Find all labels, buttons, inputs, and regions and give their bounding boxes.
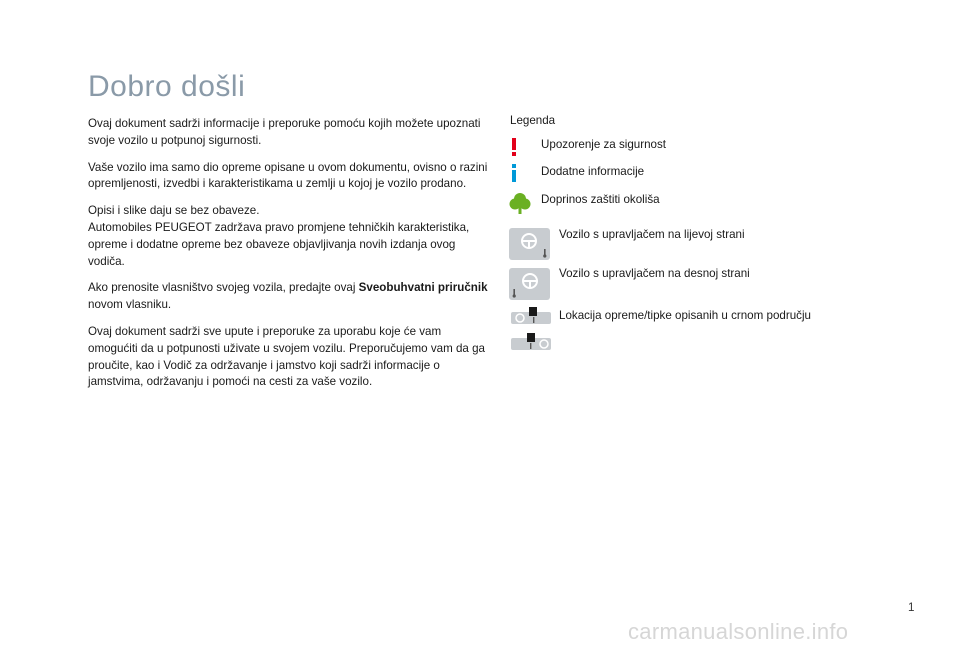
intro-paragraph-3: [88, 203, 488, 270]
legend-item-info: Dodatne informacije: [541, 165, 645, 178]
left-hand-drive-icon: [509, 228, 550, 260]
equipment-location-icon: [511, 307, 555, 355]
ownership-text-prefix: Ako prenosite vlasništvo svojeg vozila, predajte ovaj: [88, 281, 359, 295]
intro-paragraph-1: Ovaj dokument sadrži informacije i preporuke pomoću kojih možete upoznati svoje vozilo u potpunoj sigurnosti.: [88, 117, 481, 147]
environment-leaf-icon: [509, 192, 531, 214]
warning-exclamation-icon: [510, 138, 518, 156]
handbook-name: Sveobuhvatni priručnik: [358, 281, 488, 295]
disclaimer-line: Opisi i slike daju se bez obaveze.: [88, 204, 260, 218]
legend-item-rhd: Vozilo s upravljačem na desnoj strani: [559, 267, 750, 280]
page-number: 1: [908, 601, 915, 614]
legend-item-environment: Doprinos zaštiti okoliša: [541, 193, 660, 206]
right-hand-drive-icon: [509, 268, 550, 300]
legend-item-location: Lokacija opreme/tipke opisanih u crnom području: [559, 309, 811, 322]
intro-paragraph-4: [88, 280, 488, 314]
intro-paragraph-5: Ovaj dokument sadrži sve upute i preporuke za uporabu koje će vam omogućiti da u potpunosti uživate u svojem vozilu. Preporučujemo vam da ga proučite, kao i Vodič za održavanje i jamstvo koji sadrži informacije o jamstvima, održavanju i pomoći na cesti za vaše vozilo.: [88, 324, 485, 389]
legend-title: Legenda: [510, 114, 556, 127]
page-title: Dobro došli: [88, 70, 246, 103]
watermark-text: carmanualsonline.info: [628, 619, 849, 644]
intro-text: [88, 116, 488, 399]
legend-item-lhd: Vozilo s upravljačem na lijevoj strani: [559, 228, 745, 241]
intro-paragraph-2: Vaše vozilo ima samo dio opreme opisane u ovom dokumentu, ovisno o razini opremljenosti, izvedbi i karakteristikama u zemlji u kojoj je vozilo prodano.: [88, 160, 488, 191]
ownership-text-suffix: novom vlasniku.: [88, 298, 172, 312]
rights-reserved-text: Automobiles PEUGEOT zadržava pravo promjene tehničkih karakteristika, opreme i dodatne opreme bez obaveze objavljivanja novih izdanja ovog vodiča.: [88, 220, 470, 268]
legend-item-warning: Upozorenje za sigurnost: [541, 138, 667, 151]
info-icon: [510, 164, 518, 182]
